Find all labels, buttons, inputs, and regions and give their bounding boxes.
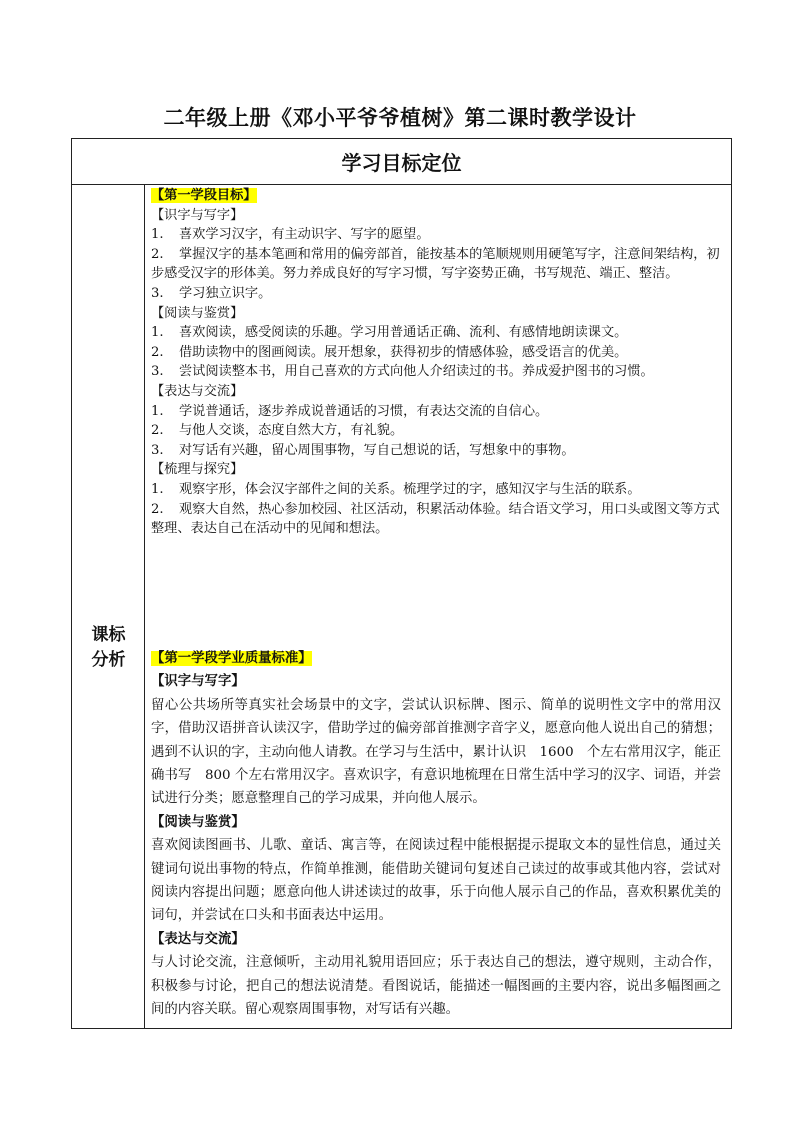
- goal-item: [151, 245, 725, 284]
- goal-group-title: 【梳理与探究】: [151, 462, 244, 478]
- goal-item: [151, 362, 725, 382]
- goal-item-text: 借助读物中的图画阅读。展开想象，获得初步的情感体验，感受语言的优美。: [179, 344, 628, 360]
- goal-item-num: 1.: [151, 325, 164, 341]
- goal-item-text: 观察字形，体会汉字部件之间的关系。梳理学过的字，感知汉字与生活的联系。: [179, 481, 641, 497]
- quality-section-text: 喜欢阅读图画书、儿歌、童话、寓言等，在阅读过程中能根据提示提取文本的显性信息，通过关键词句说出事物的特点，作简单推测，能借助关键词句复述自己读过的故事或其他内容，尝试对阅读内容提出问题；愿意向他人讲述读过的故事，乐于向他人展示自己的作品，喜欢积累优美的词句，并尝试在口头和书面表达中运用。: [151, 838, 721, 924]
- row-label-line2: 分析: [91, 650, 126, 670]
- goal-item-num: 1.: [151, 227, 164, 243]
- quality-section-text: 与人讨论交流，注意倾听，主动用礼貌用语回应；乐于表达自己的想法，遵守规则，主动合作，积极参与讨论，把自己的想法说清楚。看图说话，能描述一幅图画的主要内容，说出多幅图画之间的内容关联。留心观察周围事物，对写话有兴趣。: [151, 955, 721, 1018]
- goal-item-num: 1.: [151, 403, 164, 419]
- goal-item-text: 与他人交谈，态度自然大方，有礼貌。: [179, 423, 404, 439]
- goal-item-num: 3.: [151, 364, 164, 380]
- goal-item: [151, 343, 725, 363]
- quality-section-title: 【阅读与鉴赏】: [151, 814, 245, 830]
- goal-item: [151, 421, 725, 441]
- row-label: [72, 623, 145, 673]
- goal-item-num: 3.: [151, 442, 164, 458]
- goal-item-text: 学习独立识字。: [179, 285, 272, 301]
- quality-standards-heading: 【第一学段学业质量标准】: [151, 651, 312, 666]
- goal-item: [151, 500, 725, 539]
- quality-section-title: 【识字与写字】: [151, 674, 245, 690]
- document-title: 二年级上册《邓小平爷爷植树》第二课时教学设计: [163, 106, 637, 130]
- section-header: 学习目标定位: [72, 139, 731, 185]
- stage-goals-heading: 【第一学段目标】: [151, 188, 257, 203]
- goal-item-text: 观察大自然，热心参加校园、社区活动，积累活动体验。结合语文学习，用口头或图文等方式整理、表达自己在活动中的见闻和想法。: [151, 501, 720, 537]
- goal-item: [151, 284, 725, 304]
- goal-group-title: 【识字与写字】: [151, 207, 244, 223]
- goal-item-num: 3.: [151, 285, 164, 301]
- goal-item-num: 2.: [151, 344, 164, 360]
- goal-item: [151, 225, 725, 245]
- goal-item: [151, 402, 725, 422]
- quality-standards: [151, 647, 721, 1022]
- quality-section-text: 留心公共场所等真实社会场景中的文字，尝试认识标牌、图示、简单的说明性文字中的常用汉字，借助汉语拼音认读汉字，借助学过的偏旁部首推测字音字义，愿意向他人说出自己的猜想；遇到不认识的字，主动向他人请教。在学习与生活中，累计认识 1600 个左右常用汉字，能正确书写 800 个左右常用汉字。喜欢识字，有意识地梳理在日常生活中学习的汉字、词语，并尝试进行分类；愿意整理自己的学习成果，并向他人展示。: [151, 697, 721, 807]
- row-label-line1: 课标: [91, 625, 126, 645]
- goal-item: [151, 441, 725, 461]
- row-label-cell: [72, 185, 145, 1028]
- goal-group-title: 【表达与交流】: [151, 383, 244, 399]
- goal-item-num: 2.: [151, 246, 164, 262]
- goal-item-num: 2.: [151, 501, 164, 517]
- objectives-table: [71, 138, 732, 1029]
- content-cell: [145, 185, 731, 1028]
- goal-item-text: 掌握汉字的基本笔画和常用的偏旁部首，能按基本的笔顺规则用硬笔写字，注意间架结构，初步感受汉字的形体美。努力养成良好的写字习惯，写字姿势正确，书写规范、端正、整洁。: [151, 246, 720, 282]
- goal-item-text: 尝试阅读整本书，用自己喜欢的方式向他人介绍读过的书。养成爱护图书的习惯。: [179, 364, 654, 380]
- goal-item-text: 对写话有兴趣，留心周围事物，写自己想说的话，写想象中的事物。: [179, 442, 575, 458]
- goal-item-text: 学说普通话，逐步养成说普通话的习惯，有表达交流的自信心。: [179, 403, 549, 419]
- goal-item: [151, 323, 725, 343]
- goal-item-text: 喜欢阅读，感受阅读的乐趣。学习用普通话正确、流利、有感情地朗读课文。: [179, 325, 628, 341]
- goal-item-num: 1.: [151, 481, 164, 497]
- goal-item-num: 2.: [151, 423, 164, 439]
- goal-item-text: 喜欢学习汉字，有主动识字、写字的愿望。: [179, 227, 430, 243]
- stage-goals: [151, 186, 725, 539]
- quality-section-title: 【表达与交流】: [151, 931, 245, 947]
- goal-item: [151, 480, 725, 500]
- goal-group-title: 【阅读与鉴赏】: [151, 305, 244, 321]
